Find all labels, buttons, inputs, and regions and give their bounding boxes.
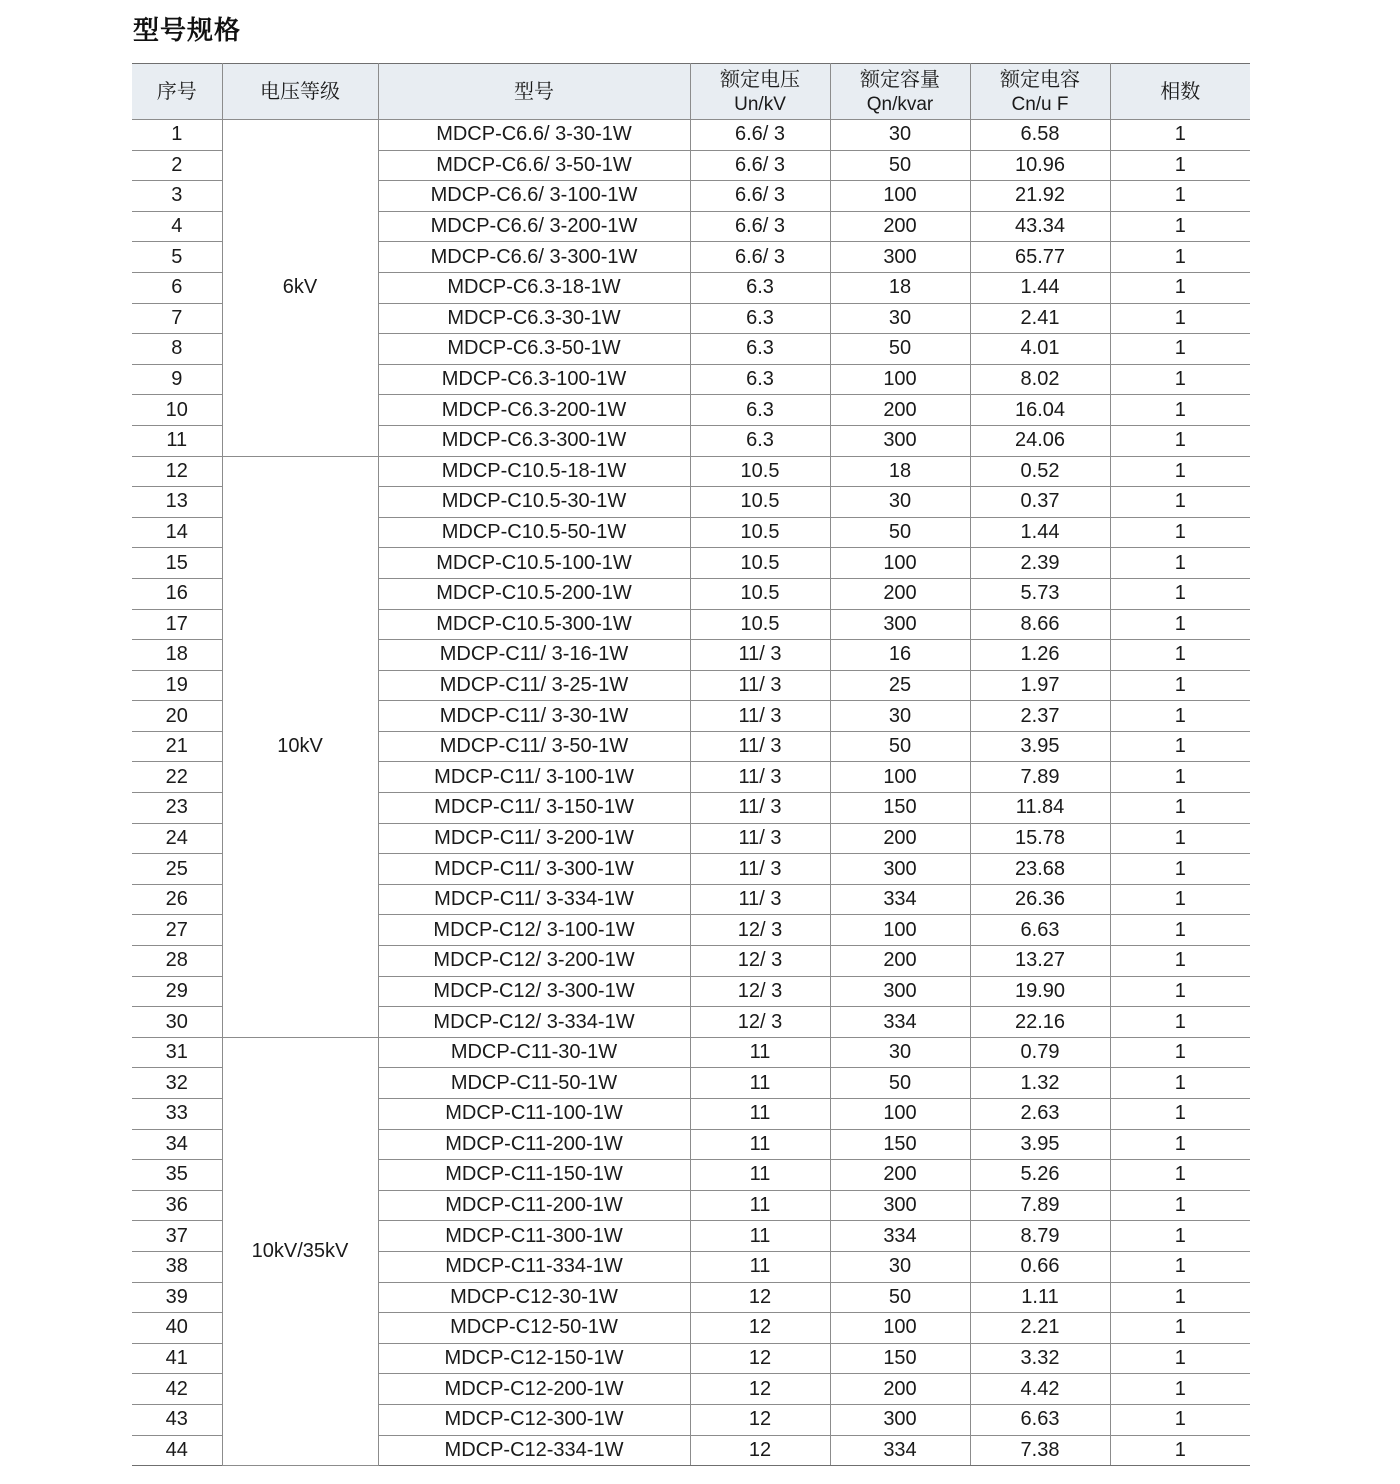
column-header-label: 相数 [1160,79,1201,103]
index-cell: 44 [132,1435,222,1466]
rated-capacitance-cell: 5.26 [970,1160,1110,1191]
table-body [132,120,1250,1466]
model-cell: MDCP-C12/ 3-200-1W [378,946,690,977]
rated-capacity-cell: 18 [830,456,970,487]
phase-count-cell: 1 [1110,1099,1250,1130]
rated-capacity-cell: 300 [830,609,970,640]
rated-capacitance-cell: 43.34 [970,211,1110,242]
phase-count-cell: 1 [1110,1343,1250,1374]
rated-capacitance-cell: 1.11 [970,1282,1110,1313]
rated-capacitance-cell: 0.66 [970,1251,1110,1282]
rated-voltage-cell: 10.5 [690,487,830,518]
model-cell: MDCP-C11-300-1W [378,1221,690,1252]
rated-voltage-cell: 6.3 [690,425,830,456]
rated-capacity-cell: 334 [830,1007,970,1038]
model-cell: MDCP-C10.5-300-1W [378,609,690,640]
rated-voltage-cell: 6.3 [690,303,830,334]
rated-capacitance-cell: 1.32 [970,1068,1110,1099]
rated-capacitance-cell: 6.63 [970,1404,1110,1435]
model-cell: MDCP-C12/ 3-100-1W [378,915,690,946]
column-header-voltage-grade [222,64,378,120]
model-cell: MDCP-C11/ 3-16-1W [378,640,690,671]
rated-capacitance-cell: 6.63 [970,915,1110,946]
rated-voltage-cell: 11/ 3 [690,762,830,793]
index-cell: 42 [132,1374,222,1405]
rated-capacity-cell: 334 [830,1221,970,1252]
model-cell: MDCP-C6.3-50-1W [378,334,690,365]
model-cell: MDCP-C12-334-1W [378,1435,690,1466]
rated-capacity-cell: 100 [830,364,970,395]
rated-voltage-cell: 11/ 3 [690,884,830,915]
phase-count-cell: 1 [1110,120,1250,151]
rated-capacity-cell: 200 [830,823,970,854]
index-cell: 4 [132,211,222,242]
index-cell: 34 [132,1129,222,1160]
rated-voltage-cell: 11 [690,1160,830,1191]
model-cell: MDCP-C11-100-1W [378,1099,690,1130]
rated-voltage-cell: 10.5 [690,578,830,609]
index-cell: 43 [132,1404,222,1435]
rated-voltage-cell: 11 [690,1129,830,1160]
rated-voltage-cell: 6.6/ 3 [690,120,830,151]
rated-voltage-cell: 12/ 3 [690,1007,830,1038]
rated-voltage-cell: 11 [690,1190,830,1221]
model-cell: MDCP-C11-150-1W [378,1160,690,1191]
phase-count-cell: 1 [1110,1313,1250,1344]
rated-capacitance-cell: 0.79 [970,1037,1110,1068]
index-cell: 40 [132,1313,222,1344]
voltage-grade-cell: 10kV/35kV [222,1037,378,1465]
rated-voltage-cell: 10.5 [690,456,830,487]
rated-voltage-cell: 12 [690,1435,830,1466]
column-header-unit: Un/kV [734,93,786,115]
rated-voltage-cell: 6.6/ 3 [690,242,830,273]
index-cell: 31 [132,1037,222,1068]
rated-capacity-cell: 100 [830,1313,970,1344]
rated-capacity-cell: 30 [830,303,970,334]
rated-capacity-cell: 150 [830,1343,970,1374]
rated-capacitance-cell: 2.37 [970,701,1110,732]
phase-count-cell: 1 [1110,303,1250,334]
model-cell: MDCP-C11/ 3-200-1W [378,823,690,854]
rated-capacitance-cell: 65.77 [970,242,1110,273]
column-header-model [378,64,690,120]
rated-voltage-cell: 12 [690,1313,830,1344]
model-cell: MDCP-C11-50-1W [378,1068,690,1099]
rated-capacity-cell: 50 [830,1282,970,1313]
model-cell: MDCP-C6.6/ 3-30-1W [378,120,690,151]
rated-capacity-cell: 30 [830,120,970,151]
rated-voltage-cell: 12/ 3 [690,946,830,977]
model-cell: MDCP-C10.5-18-1W [378,456,690,487]
model-cell: MDCP-C6.3-100-1W [378,364,690,395]
index-cell: 2 [132,150,222,181]
rated-voltage-cell: 12/ 3 [690,976,830,1007]
phase-count-cell: 1 [1110,1374,1250,1405]
index-cell: 9 [132,364,222,395]
rated-capacity-cell: 200 [830,211,970,242]
rated-capacitance-cell: 0.52 [970,456,1110,487]
index-cell: 3 [132,181,222,212]
phase-count-cell: 1 [1110,150,1250,181]
rated-voltage-cell: 6.3 [690,272,830,303]
column-header-label: 额定容量 [860,66,940,91]
phase-count-cell: 1 [1110,425,1250,456]
column-header-phase-count [1110,64,1250,120]
phase-count-cell: 1 [1110,578,1250,609]
rated-capacity-cell: 100 [830,915,970,946]
rated-capacity-cell: 50 [830,731,970,762]
model-cell: MDCP-C10.5-200-1W [378,578,690,609]
column-header-unit: Cn/u F [1011,93,1069,115]
phase-count-cell: 1 [1110,456,1250,487]
index-cell: 28 [132,946,222,977]
index-cell: 14 [132,517,222,548]
rated-voltage-cell: 11/ 3 [690,670,830,701]
column-header-label: 序号 [156,79,197,103]
phase-count-cell: 1 [1110,946,1250,977]
model-cell: MDCP-C11-334-1W [378,1251,690,1282]
model-cell: MDCP-C6.6/ 3-300-1W [378,242,690,273]
index-cell: 38 [132,1251,222,1282]
index-cell: 6 [132,272,222,303]
rated-capacitance-cell: 1.44 [970,272,1110,303]
phase-count-cell: 1 [1110,976,1250,1007]
rated-capacitance-cell: 24.06 [970,425,1110,456]
index-cell: 27 [132,915,222,946]
rated-capacity-cell: 30 [830,1037,970,1068]
rated-capacitance-cell: 26.36 [970,884,1110,915]
rated-capacity-cell: 18 [830,272,970,303]
index-cell: 5 [132,242,222,273]
rated-voltage-cell: 6.6/ 3 [690,150,830,181]
rated-voltage-cell: 11/ 3 [690,640,830,671]
rated-voltage-cell: 12/ 3 [690,915,830,946]
rated-capacity-cell: 100 [830,762,970,793]
rated-capacity-cell: 334 [830,884,970,915]
index-cell: 39 [132,1282,222,1313]
rated-voltage-cell: 12 [690,1404,830,1435]
rated-voltage-cell: 10.5 [690,548,830,579]
index-cell: 23 [132,793,222,824]
phase-count-cell: 1 [1110,242,1250,273]
rated-voltage-cell: 11 [690,1037,830,1068]
model-cell: MDCP-C6.6/ 3-100-1W [378,181,690,212]
model-cell: MDCP-C11-200-1W [378,1129,690,1160]
model-cell: MDCP-C12-150-1W [378,1343,690,1374]
rated-capacity-cell: 50 [830,517,970,548]
rated-capacitance-cell: 2.21 [970,1313,1110,1344]
phase-count-cell: 1 [1110,181,1250,212]
rated-capacitance-cell: 6.58 [970,120,1110,151]
rated-capacitance-cell: 10.96 [970,150,1110,181]
rated-capacity-cell: 30 [830,487,970,518]
phase-count-cell: 1 [1110,334,1250,365]
phase-count-cell: 1 [1110,395,1250,426]
column-header-unit: Qn/kvar [866,93,934,115]
phase-count-cell: 1 [1110,364,1250,395]
table-row [132,1037,1250,1068]
rated-capacity-cell: 300 [830,425,970,456]
phase-count-cell: 1 [1110,1129,1250,1160]
index-cell: 30 [132,1007,222,1038]
rated-capacity-cell: 200 [830,946,970,977]
model-cell: MDCP-C6.6/ 3-200-1W [378,211,690,242]
rated-capacitance-cell: 19.90 [970,976,1110,1007]
rated-capacitance-cell: 1.97 [970,670,1110,701]
rated-capacitance-cell: 0.37 [970,487,1110,518]
phase-count-cell: 1 [1110,1435,1250,1466]
phase-count-cell: 1 [1110,609,1250,640]
rated-capacitance-cell: 5.73 [970,578,1110,609]
phase-count-cell: 1 [1110,701,1250,732]
index-cell: 12 [132,456,222,487]
model-cell: MDCP-C12/ 3-300-1W [378,976,690,1007]
rated-capacity-cell: 16 [830,640,970,671]
index-cell: 17 [132,609,222,640]
index-cell: 11 [132,425,222,456]
rated-voltage-cell: 6.3 [690,364,830,395]
rated-voltage-cell: 11/ 3 [690,731,830,762]
model-cell: MDCP-C12-300-1W [378,1404,690,1435]
spec-table [132,63,1250,1466]
rated-capacitance-cell: 7.38 [970,1435,1110,1466]
column-header-index [132,64,222,120]
model-cell: MDCP-C6.6/ 3-50-1W [378,150,690,181]
phase-count-cell: 1 [1110,1221,1250,1252]
rated-voltage-cell: 12 [690,1374,830,1405]
phase-count-cell: 1 [1110,762,1250,793]
model-cell: MDCP-C11/ 3-100-1W [378,762,690,793]
index-cell: 29 [132,976,222,1007]
phase-count-cell: 1 [1110,854,1250,885]
rated-capacity-cell: 100 [830,181,970,212]
rated-capacity-cell: 300 [830,1404,970,1435]
rated-capacitance-cell: 22.16 [970,1007,1110,1038]
model-cell: MDCP-C11/ 3-50-1W [378,731,690,762]
rated-capacity-cell: 50 [830,1068,970,1099]
rated-capacitance-cell: 8.79 [970,1221,1110,1252]
rated-capacitance-cell: 3.95 [970,731,1110,762]
index-cell: 21 [132,731,222,762]
rated-capacity-cell: 30 [830,1251,970,1282]
index-cell: 26 [132,884,222,915]
model-cell: MDCP-C6.3-30-1W [378,303,690,334]
rated-capacity-cell: 50 [830,334,970,365]
rated-capacity-cell: 150 [830,1129,970,1160]
table-row [132,456,1250,487]
model-cell: MDCP-C10.5-100-1W [378,548,690,579]
rated-voltage-cell: 11 [690,1068,830,1099]
rated-capacity-cell: 300 [830,242,970,273]
rated-capacitance-cell: 21.92 [970,181,1110,212]
model-cell: MDCP-C6.3-18-1W [378,272,690,303]
rated-voltage-cell: 10.5 [690,609,830,640]
rated-capacitance-cell: 8.66 [970,609,1110,640]
rated-capacitance-cell: 16.04 [970,395,1110,426]
rated-voltage-cell: 6.3 [690,334,830,365]
index-cell: 37 [132,1221,222,1252]
model-cell: MDCP-C11-200-1W [378,1190,690,1221]
phase-count-cell: 1 [1110,1190,1250,1221]
rated-capacitance-cell: 1.26 [970,640,1110,671]
rated-capacity-cell: 334 [830,1435,970,1466]
rated-voltage-cell: 11/ 3 [690,793,830,824]
rated-voltage-cell: 10.5 [690,517,830,548]
phase-count-cell: 1 [1110,884,1250,915]
model-cell: MDCP-C11/ 3-25-1W [378,670,690,701]
rated-capacitance-cell: 7.89 [970,1190,1110,1221]
model-cell: MDCP-C11/ 3-334-1W [378,884,690,915]
model-cell: MDCP-C12-30-1W [378,1282,690,1313]
rated-capacitance-cell: 11.84 [970,793,1110,824]
rated-voltage-cell: 6.6/ 3 [690,211,830,242]
rated-capacity-cell: 300 [830,1190,970,1221]
index-cell: 10 [132,395,222,426]
index-cell: 8 [132,334,222,365]
page-title: 型号规格 [133,16,242,46]
rated-capacitance-cell: 13.27 [970,946,1110,977]
phase-count-cell: 1 [1110,1068,1250,1099]
rated-capacitance-cell: 23.68 [970,854,1110,885]
voltage-grade-cell: 6kV [222,120,378,457]
index-cell: 41 [132,1343,222,1374]
index-cell: 36 [132,1190,222,1221]
model-cell: MDCP-C10.5-30-1W [378,487,690,518]
index-cell: 15 [132,548,222,579]
voltage-grade-cell: 10kV [222,456,378,1037]
phase-count-cell: 1 [1110,1037,1250,1068]
rated-voltage-cell: 12 [690,1282,830,1313]
rated-capacitance-cell: 2.39 [970,548,1110,579]
rated-capacity-cell: 150 [830,793,970,824]
phase-count-cell: 1 [1110,1282,1250,1313]
column-header-rated-capacitance [970,64,1110,120]
rated-capacity-cell: 300 [830,854,970,885]
model-cell: MDCP-C11/ 3-300-1W [378,854,690,885]
rated-voltage-cell: 11 [690,1099,830,1130]
model-cell: MDCP-C12-50-1W [378,1313,690,1344]
rated-voltage-cell: 11/ 3 [690,701,830,732]
header-row [132,64,1250,120]
phase-count-cell: 1 [1110,670,1250,701]
column-header-label: 额定电压 [720,66,800,91]
index-cell: 35 [132,1160,222,1191]
phase-count-cell: 1 [1110,548,1250,579]
phase-count-cell: 1 [1110,793,1250,824]
phase-count-cell: 1 [1110,211,1250,242]
index-cell: 18 [132,640,222,671]
rated-capacitance-cell: 8.02 [970,364,1110,395]
model-cell: MDCP-C11/ 3-30-1W [378,701,690,732]
index-cell: 33 [132,1099,222,1130]
rated-voltage-cell: 6.3 [690,395,830,426]
column-header-rated-capacity [830,64,970,120]
model-cell: MDCP-C11/ 3-150-1W [378,793,690,824]
index-cell: 19 [132,670,222,701]
rated-voltage-cell: 12 [690,1343,830,1374]
rated-capacitance-cell: 1.44 [970,517,1110,548]
rated-voltage-cell: 11/ 3 [690,854,830,885]
index-cell: 24 [132,823,222,854]
table-header [132,64,1250,120]
phase-count-cell: 1 [1110,731,1250,762]
column-header-label: 额定电容 [1000,66,1080,91]
index-cell: 1 [132,120,222,151]
phase-count-cell: 1 [1110,1007,1250,1038]
rated-capacity-cell: 100 [830,548,970,579]
rated-capacity-cell: 25 [830,670,970,701]
rated-capacitance-cell: 7.89 [970,762,1110,793]
phase-count-cell: 1 [1110,517,1250,548]
column-header-label: 电压等级 [260,79,340,103]
phase-count-cell: 1 [1110,1404,1250,1435]
model-cell: MDCP-C12/ 3-334-1W [378,1007,690,1038]
index-cell: 16 [132,578,222,609]
rated-capacity-cell: 200 [830,395,970,426]
model-cell: MDCP-C11-30-1W [378,1037,690,1068]
rated-voltage-cell: 6.6/ 3 [690,181,830,212]
model-cell: MDCP-C6.3-300-1W [378,425,690,456]
model-cell: MDCP-C12-200-1W [378,1374,690,1405]
rated-capacitance-cell: 2.41 [970,303,1110,334]
rated-capacitance-cell: 3.95 [970,1129,1110,1160]
rated-capacity-cell: 30 [830,701,970,732]
index-cell: 13 [132,487,222,518]
model-cell: MDCP-C6.3-200-1W [378,395,690,426]
rated-capacity-cell: 100 [830,1099,970,1130]
index-cell: 7 [132,303,222,334]
rated-voltage-cell: 11/ 3 [690,823,830,854]
rated-capacity-cell: 200 [830,1160,970,1191]
phase-count-cell: 1 [1110,272,1250,303]
model-cell: MDCP-C10.5-50-1W [378,517,690,548]
column-header-label: 型号 [514,79,554,103]
phase-count-cell: 1 [1110,640,1250,671]
rated-capacitance-cell: 3.32 [970,1343,1110,1374]
index-cell: 32 [132,1068,222,1099]
index-cell: 25 [132,854,222,885]
index-cell: 20 [132,701,222,732]
rated-capacity-cell: 200 [830,1374,970,1405]
table-row [132,120,1250,151]
rated-voltage-cell: 11 [690,1251,830,1282]
rated-capacitance-cell: 4.42 [970,1374,1110,1405]
phase-count-cell: 1 [1110,915,1250,946]
phase-count-cell: 1 [1110,1160,1250,1191]
rated-capacitance-cell: 15.78 [970,823,1110,854]
rated-capacity-cell: 300 [830,976,970,1007]
index-cell: 22 [132,762,222,793]
rated-capacitance-cell: 4.01 [970,334,1110,365]
rated-voltage-cell: 11 [690,1221,830,1252]
rated-capacity-cell: 200 [830,578,970,609]
phase-count-cell: 1 [1110,487,1250,518]
column-header-rated-voltage [690,64,830,120]
rated-capacitance-cell: 2.63 [970,1099,1110,1130]
phase-count-cell: 1 [1110,823,1250,854]
rated-capacity-cell: 50 [830,150,970,181]
phase-count-cell: 1 [1110,1251,1250,1282]
